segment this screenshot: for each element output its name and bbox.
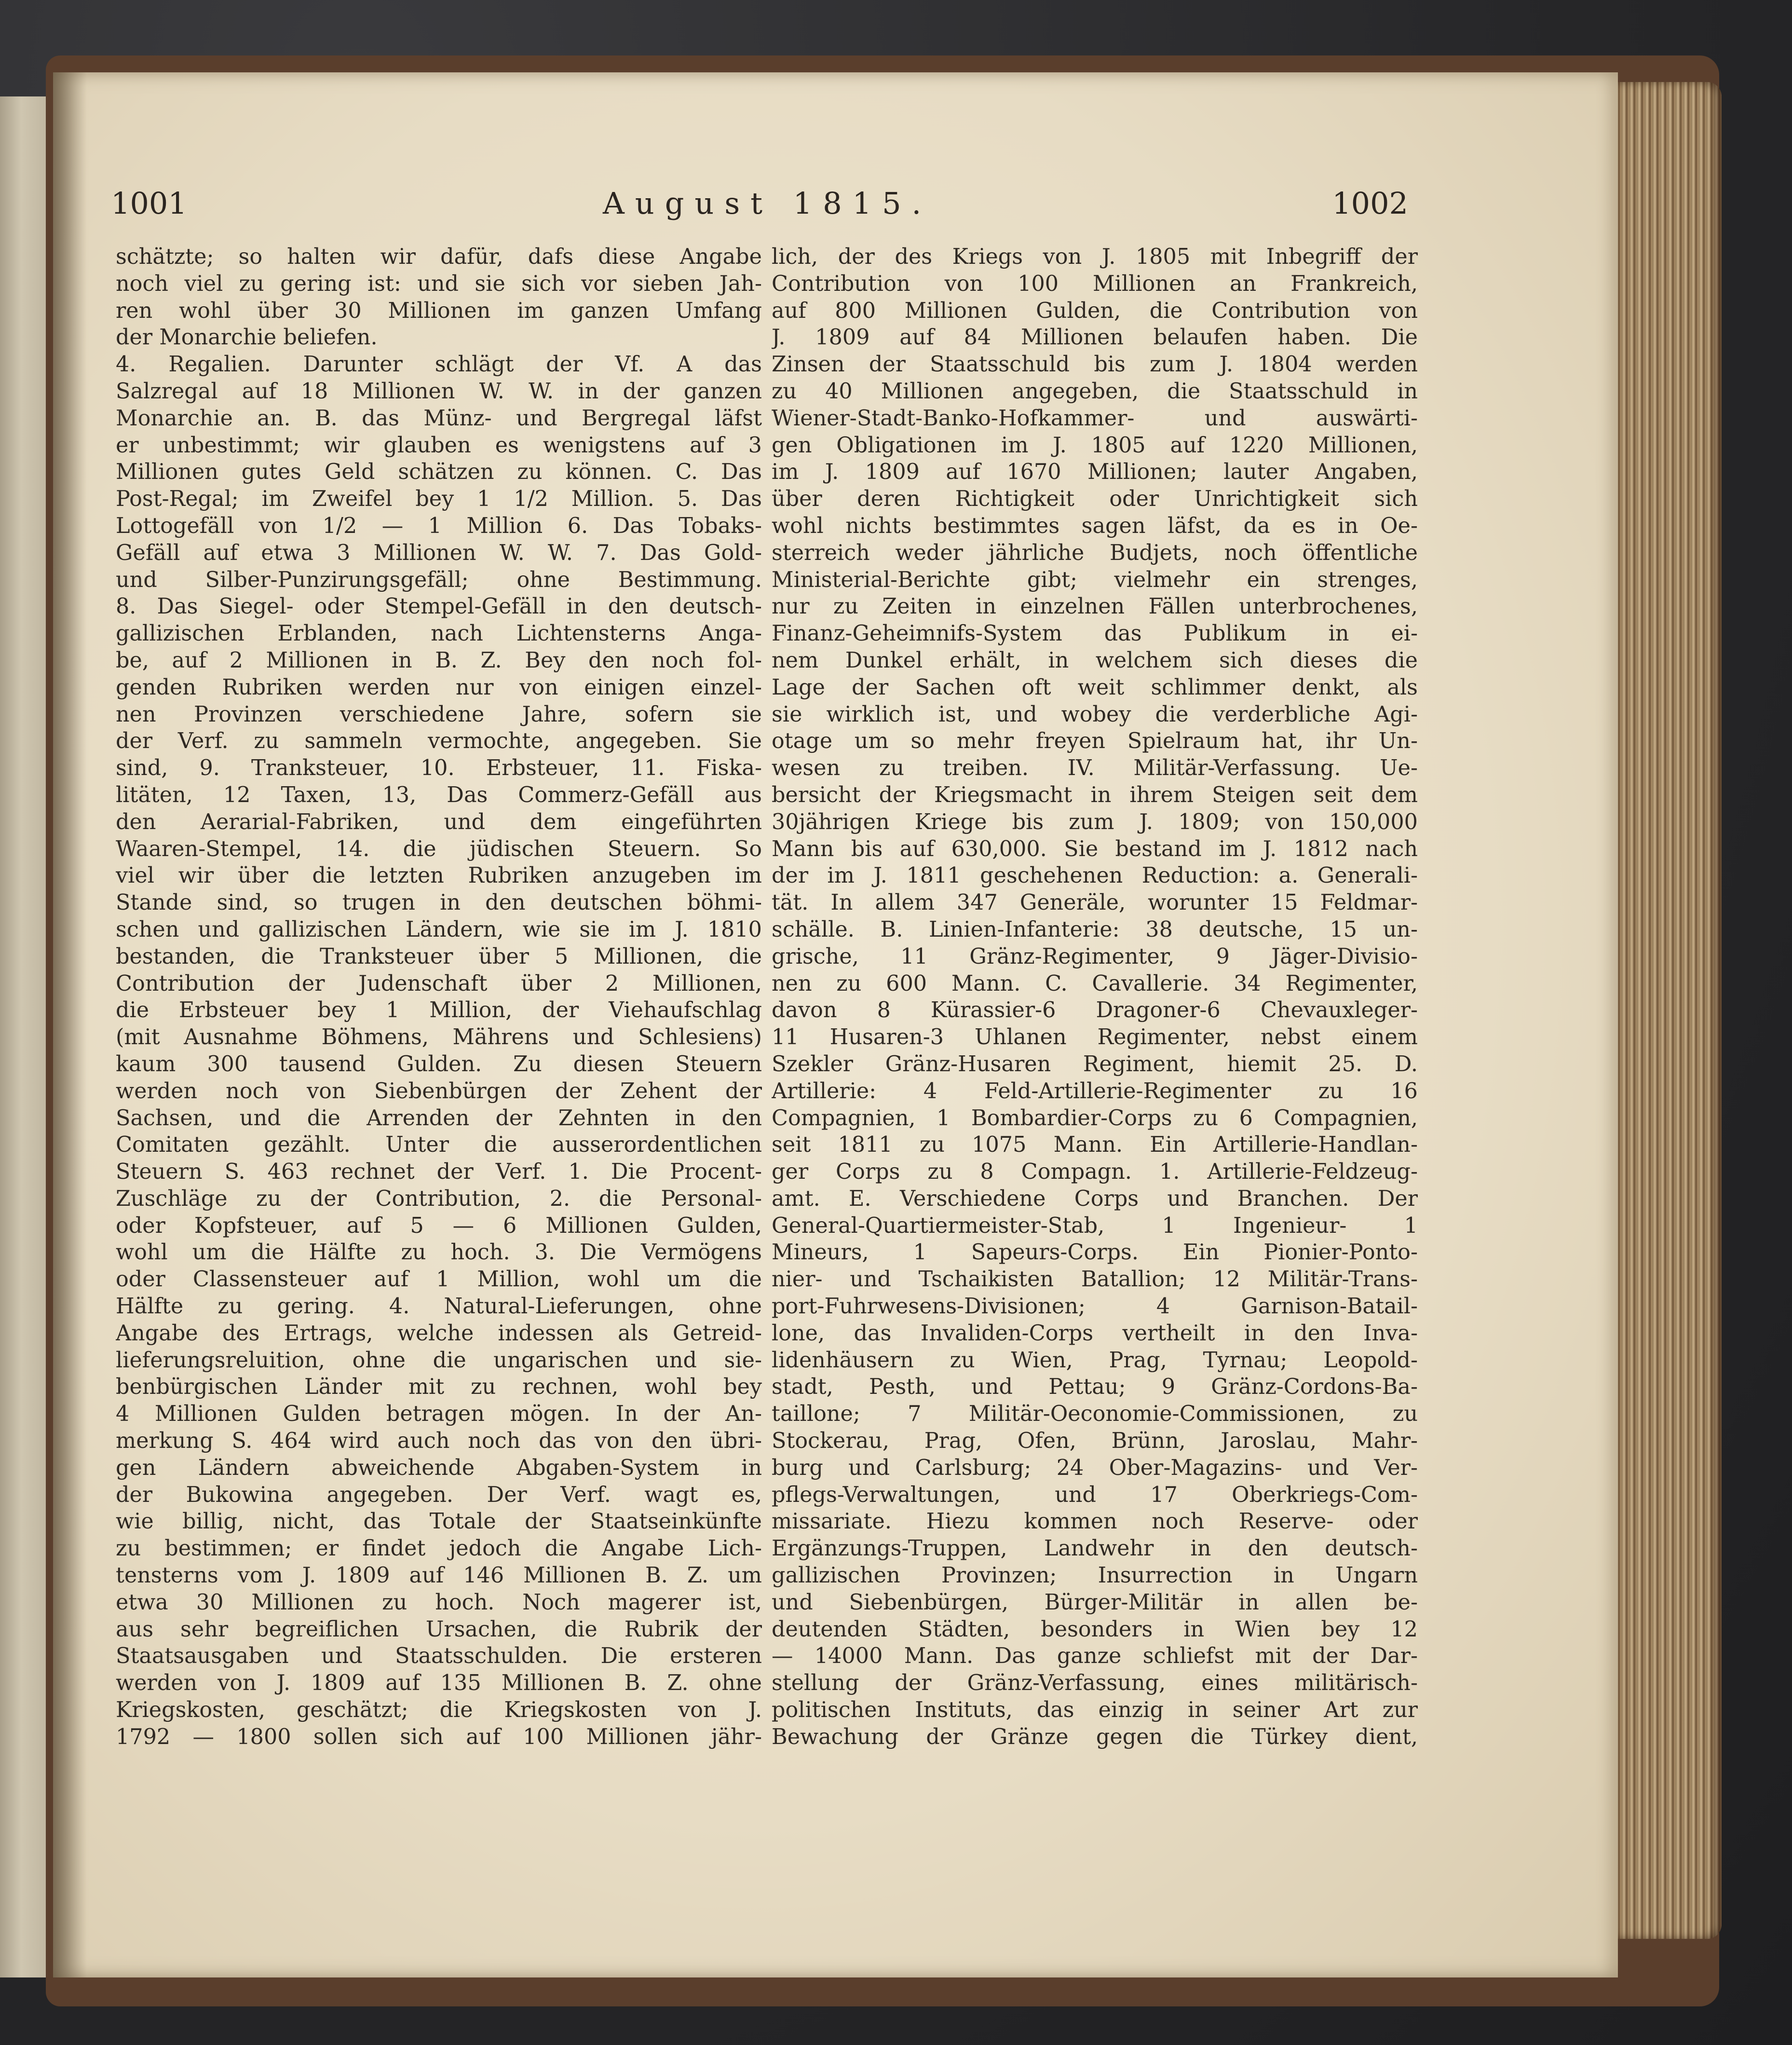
text-line: J. 1809 auf 84 Millionen belaufen haben. Die <box>772 325 1418 350</box>
running-title: August 1815. <box>603 186 932 221</box>
text-line: merkung S. 464 wird auch noch das von den übri- <box>116 1429 762 1454</box>
text-line: Lage der Sachen oft weit schlimmer denkt, als <box>772 675 1418 700</box>
text-line: und Siebenbürgen, Bürger-Militär in allen be- <box>772 1590 1418 1615</box>
text-line: — 14000 Mann. Das ganze schliefst mit der Dar- <box>772 1644 1418 1669</box>
text-line: der im J. 1811 geschehenen Reduction: a. Generali- <box>772 863 1418 888</box>
text-line: benbürgischen Länder mit zu rechnen, wohl bey <box>116 1375 762 1400</box>
text-line: Kriegskosten, geschätzt; die Kriegskosten von J. <box>116 1698 762 1723</box>
text-line: nen Provinzen verschiedene Jahre, sofern sie <box>116 702 762 727</box>
text-line: schen und gallizischen Ländern, wie sie im J. 1810 <box>116 917 762 942</box>
text-line: Steuern S. 463 rechnet der Verf. 1. Die Procent- <box>116 1159 762 1185</box>
text-line: Szekler Gränz-Husaren Regiment, hiemit 25. D. <box>772 1051 1418 1077</box>
text-line: Gefäll auf etwa 3 Millionen W. W. 7. Das Gold- <box>116 540 762 565</box>
text-line: bersicht der Kriegsmacht in ihrem Steigen seit dem <box>772 782 1418 807</box>
text-line: Mineurs, 1 Sapeurs-Corps. Ein Pionier-Ponto- <box>772 1240 1418 1265</box>
text-line: viel wir über die letzten Rubriken anzugeben im <box>116 863 762 888</box>
text-line: nen zu 600 Mann. C. Cavallerie. 34 Regimenter, <box>772 971 1418 996</box>
text-line: Monarchie an. B. das Münz- und Bergregal läfst <box>116 406 762 431</box>
text-line: Ergänzungs-Truppen, Landwehr in den deutsch- <box>772 1536 1418 1561</box>
text-line: missariate. Hiezu kommen noch Reserve- oder <box>772 1509 1418 1534</box>
text-line: den Aerarial-Fabriken, und dem eingeführten <box>116 809 762 834</box>
text-line: seit 1811 zu 1075 Mann. Ein Artillerie-Handlan- <box>772 1132 1418 1158</box>
text-line: nur zu Zeiten in einzelnen Fällen unterbrochenes, <box>772 594 1418 619</box>
text-line: auf 800 Millionen Gulden, die Contribution von <box>772 298 1418 323</box>
text-line: ger Corps zu 8 Compagn. 1. Artillerie-Feldzeug- <box>772 1159 1418 1185</box>
running-header <box>111 186 1408 234</box>
text-line: Salzregal auf 18 Millionen W. W. in der ganzen <box>116 379 762 404</box>
text-line: über deren Richtigkeit oder Unrichtigkeit sich <box>772 487 1418 512</box>
text-line: werden noch von Siebenbürgen der Zehent der <box>116 1078 762 1104</box>
text-line: Millionen gutes Geld schätzen zu können. C. Das <box>116 460 762 485</box>
text-line: tensterns vom J. 1809 auf 146 Millionen B. Z. um <box>116 1563 762 1588</box>
text-line: Lottogefäll von 1/2 — 1 Million 6. Das Tobaks- <box>116 513 762 538</box>
text-column-right <box>772 244 1418 1751</box>
text-line: 11 Husaren-3 Uhlanen Regimenter, nebst einem <box>772 1025 1418 1050</box>
text-line: 4 Millionen Gulden betragen mögen. In der An- <box>116 1402 762 1427</box>
text-line: die Erbsteuer bey 1 Million, der Viehaufschlag <box>116 998 762 1023</box>
text-line: 1792 — 1800 sollen sich auf 100 Millionen jähr- <box>116 1724 762 1749</box>
text-line: Stockerau, Prag, Ofen, Brünn, Jaroslau, Mahr- <box>772 1429 1418 1454</box>
text-line: 4. Regalien. Darunter schlägt der Vf. A das <box>116 352 762 377</box>
text-line: Comitaten gezählt. Unter die ausserordentlichen <box>116 1132 762 1158</box>
text-line: Bewachung der Gränze gegen die Türkey dient, <box>772 1724 1418 1749</box>
text-line: Stande sind, so trugen in den deutschen böhmi- <box>116 890 762 915</box>
text-line: politischen Instituts, das einzig in seiner Art zur <box>772 1698 1418 1723</box>
text-line: Contribution von 100 Millionen an Frankreich, <box>772 271 1418 296</box>
text-line: aus sehr begreiflichen Ursachen, die Rubrik der <box>116 1617 762 1642</box>
text-line: stellung der Gränz-Verfassung, eines militärisch- <box>772 1671 1418 1696</box>
text-line: Hälfte zu gering. 4. Natural-Lieferungen, ohne <box>116 1294 762 1319</box>
text-line: be, auf 2 Millionen in B. Z. Bey den noch fol- <box>116 648 762 673</box>
text-line: werden von J. 1809 auf 135 Millionen B. Z. ohne <box>116 1671 762 1696</box>
text-line: ren wohl über 30 Millionen im ganzen Umfang <box>116 298 762 323</box>
text-line: Mann bis auf 630,000. Sie bestand im J. 1812 nach <box>772 836 1418 861</box>
text-line: stadt, Pesth, und Pettau; 9 Gränz-Cordons-Ba- <box>772 1375 1418 1400</box>
text-line: amt. E. Verschiedene Corps und Branchen. Der <box>772 1186 1418 1211</box>
text-line: 8. Das Siegel- oder Stempel-Gefäll in den deutsch- <box>116 594 762 619</box>
text-line: Wiener-Stadt-Banko-Hofkammer- und auswärti- <box>772 406 1418 431</box>
text-line: davon 8 Kürassier-6 Dragoner-6 Chevauxleger- <box>772 998 1418 1023</box>
text-line: wohl nichts bestimmtes sagen läfst, da es in Oe- <box>772 513 1418 538</box>
text-line: nem Dunkel erhält, in welchem sich dieses die <box>772 648 1418 673</box>
text-line: bestanden, die Tranksteuer über 5 Millionen, die <box>116 944 762 969</box>
text-line: Angabe des Ertrags, welche indessen als Getreid- <box>116 1321 762 1346</box>
text-line: port-Fuhrwesens-Divisionen; 4 Garnison-Batail- <box>772 1294 1418 1319</box>
text-line: Post-Regal; im Zweifel bey 1 1/2 Million. 5. Das <box>116 487 762 512</box>
page-number-right: 1002 <box>1332 186 1408 221</box>
text-line: sind, 9. Tranksteuer, 10. Erbsteuer, 11. Fiska- <box>116 756 762 781</box>
text-line: 30jährigen Kriege bis zum J. 1809; von 150,000 <box>772 809 1418 834</box>
text-line: oder Classensteuer auf 1 Million, wohl um die <box>116 1267 762 1292</box>
text-line: lieferungsreluition, ohne die ungarischen und sie- <box>116 1348 762 1373</box>
text-line: nier- und Tschaikisten Batallion; 12 Militär-Trans- <box>772 1267 1418 1292</box>
text-line: sie wirklich ist, und wobey die verderbliche Agi- <box>772 702 1418 727</box>
text-column-left <box>116 244 762 1751</box>
text-line: pflegs-Verwaltungen, und 17 Oberkriegs-Com- <box>772 1482 1418 1507</box>
text-line: gen Ländern abweichende Abgaben-System in <box>116 1455 762 1480</box>
text-line: Contribution der Judenschaft über 2 Millionen, <box>116 971 762 996</box>
text-line: gen Obligationen im J. 1805 auf 1220 Millionen, <box>772 433 1418 458</box>
text-line: (mit Ausnahme Böhmens, Mährens und Schlesiens) <box>116 1025 762 1050</box>
text-line: Zuschläge zu der Contribution, 2. die Personal- <box>116 1186 762 1211</box>
text-line: gallizischen Provinzen; Insurrection in Ungarn <box>772 1563 1418 1588</box>
text-line: zu bestimmen; er findet jedoch die Angabe Lich- <box>116 1536 762 1561</box>
text-line: im J. 1809 auf 1670 Millionen; lauter Angaben, <box>772 460 1418 485</box>
text-line: schätzte; so halten wir dafür, dafs diese Angabe <box>116 245 762 269</box>
text-line: der Verf. zu sammeln vermochte, angegeben. Sie <box>116 729 762 754</box>
text-line: burg und Carlsburg; 24 Ober-Magazins- und Ver- <box>772 1455 1418 1480</box>
text-line: Ministerial-Berichte gibt; vielmehr ein strenges, <box>772 567 1418 592</box>
text-line: genden Rubriken werden nur von einigen einzel- <box>116 675 762 700</box>
text-line: der Bukowina angegeben. Der Verf. wagt es, <box>116 1482 762 1507</box>
text-line: er unbestimmt; wir glauben es wenigstens auf 3 <box>116 433 762 458</box>
text-line: wohl um die Hälfte zu hoch. 3. Die Vermögens <box>116 1240 762 1265</box>
text-line: taillone; 7 Militär-Oeconomie-Commissionen, zu <box>772 1402 1418 1427</box>
text-line: oder Kopfsteuer, auf 5 — 6 Millionen Gulden, <box>116 1213 762 1238</box>
page-number-left: 1001 <box>111 186 187 221</box>
text-line: wesen zu treiben. IV. Militär-Verfassung. Ue- <box>772 756 1418 781</box>
gutter-shadow <box>53 72 87 1977</box>
text-line: zu 40 Millionen angegeben, die Staatsschuld in <box>772 379 1418 404</box>
text-line: gallizischen Erblanden, nach Lichtensterns Anga- <box>116 621 762 646</box>
text-line: Zinsen der Staatsschuld bis zum J. 1804 werden <box>772 352 1418 377</box>
text-line: etwa 30 Millionen zu hoch. Noch magerer ist, <box>116 1590 762 1615</box>
text-line: und Silber-Punzirungsgefäll; ohne Bestimmung. <box>116 567 762 592</box>
text-line: Staatsausgaben und Staatsschulden. Die ersteren <box>116 1644 762 1669</box>
text-line: lone, das Invaliden-Corps vertheilt in den Inva- <box>772 1321 1418 1346</box>
text-line: General-Quartiermeister-Stab, 1 Ingenieur- 1 <box>772 1213 1418 1238</box>
text-line: tät. In allem 347 Generäle, worunter 15 Feldmar- <box>772 890 1418 915</box>
text-line: otage um so mehr freyen Spielraum hat, ihr Un- <box>772 729 1418 754</box>
text-line: deutenden Städten, besonders in Wien bey 12 <box>772 1617 1418 1642</box>
text-line: Sachsen, und die Arrenden der Zehnten in den <box>116 1105 762 1131</box>
text-line: Waaren-Stempel, 14. die jüdischen Steuern. So <box>116 836 762 861</box>
text-line: grische, 11 Gränz-Regimenter, 9 Jäger-Divisio- <box>772 944 1418 969</box>
text-line: Compagnien, 1 Bombardier-Corps zu 6 Compagnien, <box>772 1105 1418 1131</box>
text-line: lich, der des Kriegs von J. 1805 mit Inbegriff der <box>772 245 1418 269</box>
text-line: noch viel zu gering ist: und sie sich vor sieben Jah- <box>116 271 762 296</box>
text-line: litäten, 12 Taxen, 13, Das Commerz-Gefäll aus <box>116 782 762 807</box>
text-line: Artillerie: 4 Feld-Artillerie-Regimenter zu 16 <box>772 1078 1418 1104</box>
page-block-edge <box>1606 82 1722 1939</box>
text-line: schälle. B. Linien-Infanterie: 38 deutsche, 15 un- <box>772 917 1418 942</box>
text-line: lidenhäusern zu Wien, Prag, Tyrnau; Leopold- <box>772 1348 1418 1373</box>
text-line: Finanz-Geheimnifs-System das Publikum in ei- <box>772 621 1418 646</box>
text-line: wie billig, nicht, das Totale der Staatseinkünfte <box>116 1509 762 1534</box>
text-line: kaum 300 tausend Gulden. Zu diesen Steuern <box>116 1051 762 1077</box>
text-line: sterreich weder jährliche Budjets, noch öffentliche <box>772 540 1418 565</box>
text-line: der Monarchie beliefen. <box>116 325 378 350</box>
